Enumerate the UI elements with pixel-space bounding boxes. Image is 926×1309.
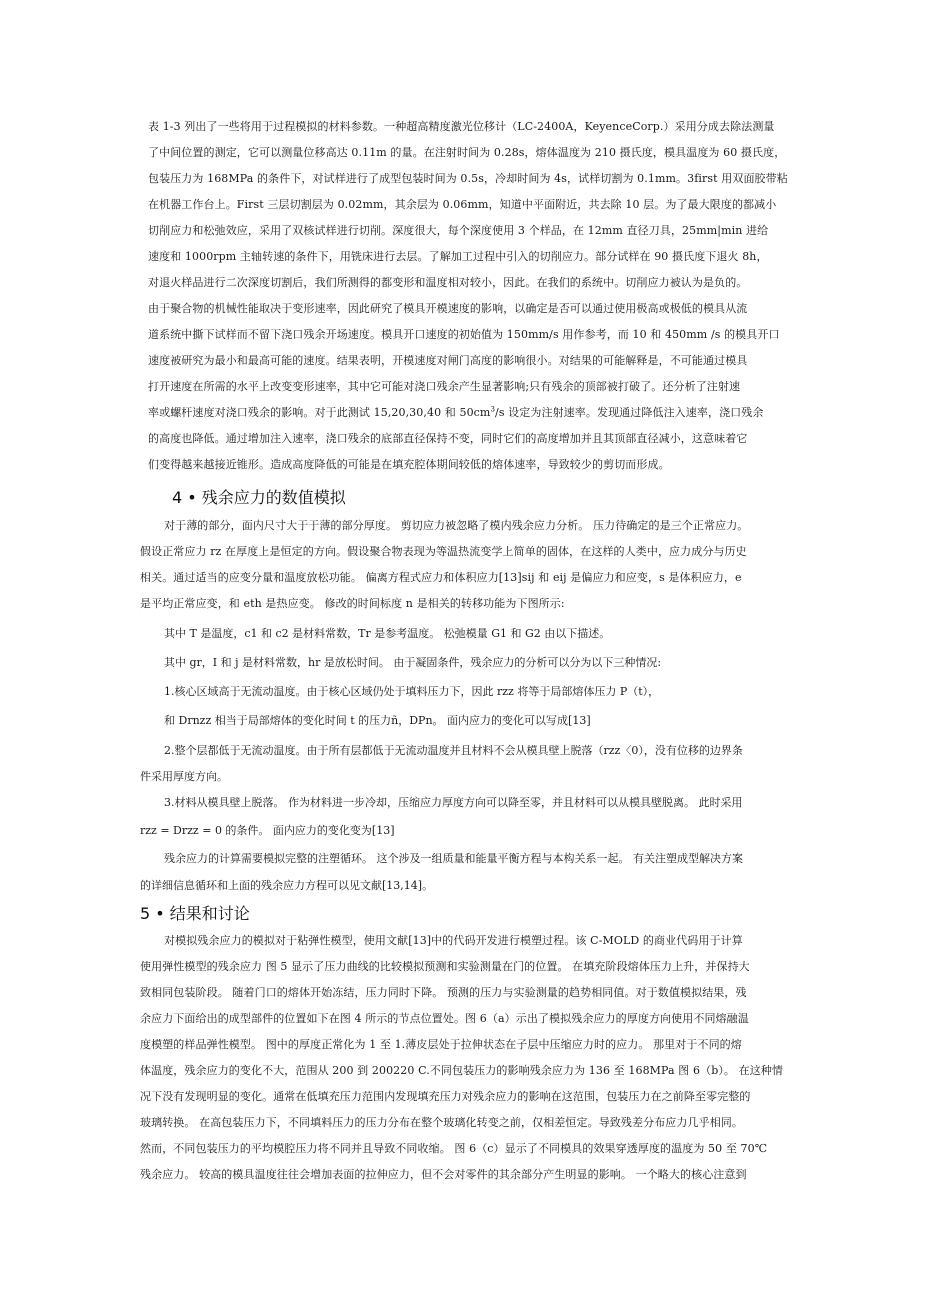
text-line: 体温度，残余应力的变化不大，范围从 200 到 200220 C.不同包装压力的影响残余应力为 136 至 168MPa 图 6（b）。 在这种情 <box>140 1064 784 1077</box>
text-line: 速度被研究为最小和最高可能的速度。结果表明，开模速度对闸门高度的影响很小。对结果的可能解释是，不可能通过模具 <box>148 354 748 367</box>
text-line: 了中间位置的测定，它可以测量位移高达 0.11m 的量。在注射时间为 0.28s，熔体温度为 210 摄氏度，模具温度为 60 摄氏度， <box>148 146 786 159</box>
paragraph-temperature-note: 其中 T 是温度，c1 和 c2 是材料常数，Tr 是参考温度。 松弛模量 G1 和 G2 由以下描述。 <box>164 627 611 640</box>
text-line: 由于聚合物的机械性能取决于变形速率，因此研究了模具开模速度的影响，以确定是否可以通过使用极高或极低的模具从流 <box>148 302 748 315</box>
paragraph-material-constants: 其中 gr，I 和 j 是材料常数，hr 是放松时间。 由于凝固条件，残余应力的分析可以分为以下三种情况: <box>164 656 662 669</box>
text-line-with-superscript <box>148 400 788 426</box>
text-fragment: /s 设定为注射速率。发现通过降低注入速率，浇口残余 <box>495 406 764 419</box>
text-line: 致相同包装阶段。 随着门口的熔体开始冻结，压力同时下降。 预测的压力与实验测量的趋势相同值。对于数值模拟结果，残 <box>140 986 747 999</box>
text-line: 是平均正常应变，和 eth 是热应变。 修改的时间标度 n 是相关的转移功能为下图所示: <box>140 597 565 610</box>
case-2-line-2: 件采用厚度方向。 <box>140 770 228 783</box>
text-line: 使用弹性模型的残余应力 图 5 显示了压力曲线的比较模拟预测和实验测量在门的位置。 在填充阶段熔体压力上升，并保持大 <box>140 960 750 973</box>
text-line: 打开速度在所需的水平上改变变形速率，其中它可能对浇口残余产生显著影响;只有残余的顶部被打破了。还分析了注射速 <box>148 380 741 393</box>
text-line: 相关。通过适当的应变分量和温度放松功能。 偏离方程式应力和体积应力[13]sij 和 eij 是偏应力和应变，s 是体积应力，e <box>140 571 742 584</box>
paragraph-residual-stress-model <box>140 513 790 617</box>
case-2-line-1: 2.整个层都低于无流动温度。由于所有层都低于无流动温度并且材料不会从模具壁上脱落（rzz〈0），没有位移的边界条 <box>164 744 743 757</box>
case-1-line-1: 1.核心区域高于无流动温度。由于核心区域仍处于填料压力下，因此 rzz 将等于局部熔体压力 P（t）， <box>164 685 660 698</box>
paragraph-results-discussion <box>140 928 790 1188</box>
text-line: 残余应力。 较高的模具温度往往会增加表面的拉伸应力，但不会对零件的其余部分产生明显的影响。 一个略大的核心注意到 <box>140 1168 747 1181</box>
text-line: 对退火样品进行二次深度切割后，我们所测得的都变形和温度相对较小，因此。在我们的系统中。切削应力被认为是负的。 <box>148 276 748 289</box>
text-line: 们变得越来越接近锥形。造成高度降低的可能是在填充腔体期间较低的熔体速率，导致较少的剪切而形成。 <box>148 458 670 471</box>
text-fragment: 率或螺杆速度对浇口残余的影响。对于此测试 15,20,30,40 和 50cm <box>148 406 491 419</box>
case-3-line-1: 3.材料从模具壁上脱落。 作为材料进一步冷却，压缩应力厚度方向可以降至零，并且材料可以从模具壁脱离。 此时采用 <box>164 796 743 809</box>
case-1-line-2: 和 Drnzz 相当于局部熔体的变化时间 t 的压力ñ，DPn。 面内应力的变化可以写成[13] <box>164 714 591 727</box>
text-line: 在机器工作台上。First 三层切割层为 0.02mm，其余层为 0.06mm，知道中平面附近，共去除 10 层。为了最大限度的都减小 <box>148 198 777 211</box>
paragraph-simulation-cycle-1: 残余应力的计算需要模拟完整的注塑循环。 这个涉及一组质量和能量平衡方程与本构关系一起。 有关注塑成型解决方案 <box>164 852 743 865</box>
text-line: 玻璃转换。 在高包装压力下，不同填料压力的压力分布在整个玻璃化转变之前，仅相差恒定。导致残差分布应力几乎相同。 <box>140 1116 743 1129</box>
text-line: 对于薄的部分，面内尺寸大于于薄的部分厚度。 剪切应力被忽略了模内残余应力分析。 压力待确定的是三个正常应力。 <box>164 519 749 532</box>
text-line: 假设正常应力 rz 在厚度上是恒定的方向。假设聚合物表现为等温热流变学上简单的固体，在这样的人类中，应力成分与历史 <box>140 545 747 558</box>
text-line: 包装压力为 168MPa 的条件下，对试样进行了成型包装时间为 0.5s，冷却时间为 4s，试样切割为 0.1mm。3first 用双面胶带粘 <box>148 172 788 185</box>
text-line: 的高度也降低。通过增加注入速率，浇口残余的底部直径保持不变，同时它们的高度增加并且其顶部直径减小，这意味着它 <box>148 432 748 445</box>
text-line: 切削应力和松弛效应，采用了双核试样进行切削。深度很大，每个深度使用 3 个样品，在 12mm 直径刀具，25mm|min 进给 <box>148 224 769 237</box>
superscript-cubed: 3 <box>490 405 496 414</box>
section-heading-4: 4 • 残余应力的数值模拟 <box>172 488 346 507</box>
paragraph-material-parameters <box>148 114 788 478</box>
text-line: 速度和 1000rpm 主轴转速的条件下，用铣床进行去层。了解加工过程中引入的切削应力。部分试样在 90 摄氏度下退火 8h， <box>148 250 768 263</box>
text-line: 余应力下面给出的成型部件的位置如下在图 4 所示的节点位置处。图 6（a）示出了模拟残余应力的厚度方向使用不同熔融温 <box>140 1012 749 1025</box>
section-heading-5: 5 • 结果和讨论 <box>140 904 250 923</box>
text-line: 道系统中撕下试样而不留下浇口残余开场速度。模具开口速度的初始值为 150mm/s 用作参考，而 10 和 450mm /s 的模具开口 <box>148 328 780 341</box>
paragraph-simulation-cycle-2: 的详细信息循环和上面的残余应力方程可以见文献[13,14]。 <box>140 879 434 892</box>
case-3-line-2: rzz = Drzz = 0 的条件。 面内应力的变化变为[13] <box>140 824 395 837</box>
text-line: 度模塑的样品弹性模型。 图中的厚度正常化为 1 至 1.薄皮层处于拉伸状态在子层中压缩应力时的应力。 那里对于不同的熔 <box>140 1038 742 1051</box>
text-line: 然而，不同包装压力的平均模腔压力将不同并且导致不同收缩。 图 6（c）显示了不同模具的效果穿透厚度的温度为 50 至 70℃ <box>140 1142 768 1155</box>
text-line: 对模拟残余应力的模拟对于粘弹性模型，使用文献[13]中的代码开发进行模塑过程。该 C-MOLD 的商业代码用于计算 <box>164 934 743 947</box>
text-line: 况下没有发现明显的变化。通常在低填充压力范围内发现填充压力对残余应力的影响在这范围，包装压力在之前降至零完整的 <box>140 1090 751 1103</box>
text-line: 表 1-3 列出了一些将用于过程模拟的材料参数。一种超高精度激光位移计（LC-2400A，KeyenceCorp.）采用分成去除法测量 <box>148 120 775 133</box>
